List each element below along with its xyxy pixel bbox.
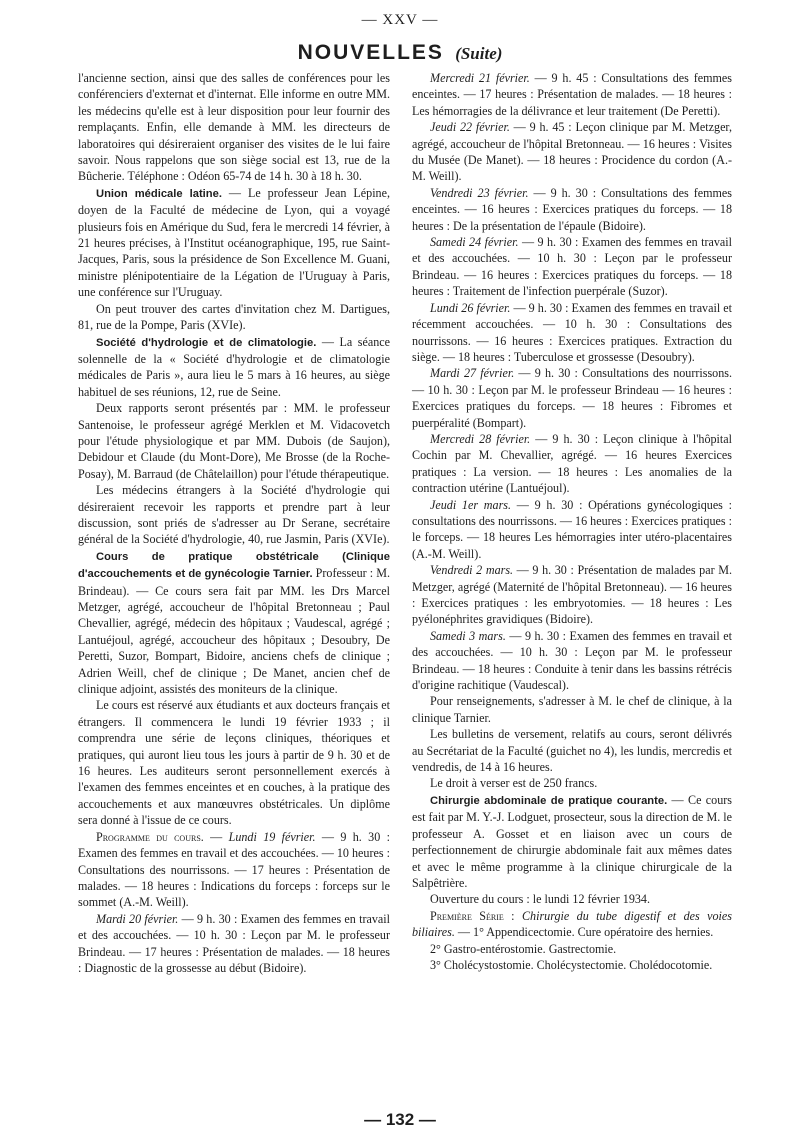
heading-hydrologie: Société d'hydrologie et de climatologie. bbox=[96, 336, 317, 349]
paragraph-programme-lundi-19: Programme du cours. — Lundi 19 février. — 9 h. 30 : Examen des femmes en travail et des accouchées. — 10 heures : Consultations des nourrissons. — 17 heures : Présentation de malades. — 18 heures : Indications du forceps : forceps sur le sommet (A.-M. Weill). bbox=[78, 829, 390, 910]
roman-page-number: — XXV — bbox=[361, 12, 439, 28]
paragraph-reserve: Le cours est réservé aux étudiants et aux docteurs français et étrangers. Il commencera le lundi 19 février 1933 ; il comprendra une série de leçons cliniques, théoriques et pratiques, qui auront lieu tous les jours à partir de 9 h. 30 et de 16 heures. Les auditeurs seront personnellement exercés à l'examen des femmes enceintes et en couches, à la pratique des accouchements et aux manœuvres obstétricales. Un diplôme sera donné à l'issue de ce cours. bbox=[78, 698, 390, 828]
list-item-2: 2° Gastro-entérostomie. Gastrectomie. bbox=[430, 941, 617, 956]
hydro-text: — La séance solennelle de la « Société d'hydrologie et de climatologie médicales de Paris », aura lieu le 5 mars à 16 heures, au siège habituel de ses réunions, 12, rue de Seine. bbox=[78, 334, 390, 399]
cours-text: Professeur : M. Brindeau). — Ce cours sera fait par MM. les Drs Marcel Metzger, agrégé, accoucheur de l'hôpital Bretonneau ; Paul Chevallier, agrégé, médecin des hôpitaux ; Vaudescal, agrégé ; Lantuéjoul, agrégé, accoucheur des hôpitaux ; Desoubry, De Peretti, Suzor, Bompart, Bidoire, anciens chefs de clinique ; Adrien Weill, chef de clinique ; De Manet, ancien chef de clinique adjoint, assistés des moniteurs de la clinique. bbox=[78, 566, 390, 697]
paragraph-jeudi-1 bbox=[412, 497, 732, 563]
samedi-24-text: — 9 h. 30 : Examen des femmes en travail et des accouchées. — 10 h. 30 : Leçon par le professeur Brindeau. — 16 heures : Exercices pratiques du forceps. — 18 heures : Traitement de l'infection puerpérale (Suzor). bbox=[412, 235, 732, 299]
paragraph-hydrologie bbox=[78, 334, 390, 401]
programme-label: Programme du cours. bbox=[96, 829, 204, 844]
chirurgie-text: — Ce cours est fait par M. Y.-J. Lodguet, prosecteur, sous la direction de M. le professeur A. Gosset et en liaison avec un cours de perfectionnement de chirurgie abdominale fait aux mêmes dates et avec le même programme à la clinique chirurgicale de la Salpêtrière. bbox=[412, 792, 732, 890]
mercredi-21-text: — 9 h. 45 : Consultations des femmes enceintes. — 17 heures : Présentation de malades. — 18 heures : Les hémorragies de la délivrance et leur traitement (De Peretti). bbox=[412, 71, 732, 118]
right-column bbox=[412, 70, 732, 973]
paragraph-mardi-20 bbox=[78, 911, 390, 977]
mardi-20-text: — 9 h. 30 : Examen des femmes en travail et des accouchées. — 10 h. 30 : Leçon par M. le professeur Brindeau. — 17 heures : Présentation de malades. — 18 heures : Diagnostic de la grossesse au début (Bidoire). bbox=[78, 911, 390, 975]
paragraph-droit: Le droit à verser est de 250 francs. bbox=[430, 776, 598, 791]
paragraph-chirurgie-abdominale bbox=[412, 792, 732, 891]
day-mercredi-21: Mercredi 21 février. bbox=[430, 71, 530, 85]
mardi-27-text: — 9 h. 30 : Consultations des nourrissons. — 10 h. 30 : Leçon par M. le professeur Brindeau — 16 heures : Exercices pratiques du forceps. — 18 heures : Fibromes et puerpéralité (Bompart). bbox=[412, 366, 732, 430]
day-mercredi-28: Mercredi 28 février. bbox=[430, 431, 531, 446]
paragraph-vendredi-2 bbox=[412, 562, 732, 628]
day-samedi-3: Samedi 3 mars. bbox=[430, 628, 506, 643]
day-lundi-19: Lundi 19 février. bbox=[228, 829, 316, 844]
heading-union-medicale: Union médicale latine. bbox=[96, 187, 222, 200]
paragraph-etrangers: Les médecins étrangers à la Société d'hydrologie qui désireraient recevoir les rapports et prendre part à leur discussion, sont priés de s'adresser au Dr Serane, secrétaire général de la Société d'hydrologie, 40, rue Jasmin, Paris (XVIe). bbox=[78, 483, 390, 547]
paragraph-ouverture: Ouverture du cours : le lundi 12 février 1934. bbox=[430, 892, 650, 907]
list-item-3: 3° Cholécystostomie. Cholécystectomie. Cholédocotomie. bbox=[430, 957, 713, 972]
paragraph-samedi-24 bbox=[412, 234, 732, 300]
jeudi-1-text: — 9 h. 30 : Opérations gynécologiques : consultations des nourrissons. — 16 heures : Exercices pratiques : le forceps. — 18 heures Les hémorragies inter utéro-placentaires (A.-M. Weill). bbox=[412, 497, 732, 561]
day-lundi-26: Lundi 26 février. bbox=[430, 300, 511, 315]
paragraph-mercredi-21 bbox=[412, 70, 732, 119]
paragraph-samedi-3 bbox=[412, 628, 732, 694]
lundi-19-text: — 9 h. 30 : Examen des femmes en travail et des accouchées. — 10 heures : Consultations des nourrissons. — 17 heures : Présentation de malades. — 18 heures : Indications du forceps : forceps sur le sommet (A.-M. Weill). bbox=[78, 829, 390, 910]
vendredi-23-text: — 9 h. 30 : Consultations des femmes enceintes. — 16 heures : Exercices pratiques du forceps. — 18 heures : De la présentation de l'épaule (Bidoire). bbox=[412, 185, 732, 233]
paragraph-cours-obstetrique bbox=[78, 548, 390, 698]
title-main: NOUVELLES bbox=[297, 41, 444, 64]
day-vendredi-2: Vendredi 2 mars. bbox=[430, 563, 514, 578]
lundi-26-text: — 9 h. 30 : Examen des femmes en travail et récemment accouchées. — 10 h. 30 : Consultations des nourrissons. — 16 heures : Exercices pratiques. Extraction du siège. — 18 heures : Tuberculose et grossesse (Desoubry). bbox=[412, 300, 732, 364]
paragraph-section-continued: l'ancienne section, ainsi que des salles de conférences pour les conférenciers d'externat et d'internat. Elle informe en outre MM. les médecins qu'elle est à leur disposition pour leur fournir des remplaçants. Enfin, elle demande à MM. les directeurs de laboratoires qui désireraient organiser des visites de le lui faire savoir. Nous rappelons que son siège social est 13, rue de la Bûcherie. Téléphone : Odéon 65-74 de 14 h. 30 à 18 h. 30. bbox=[78, 71, 390, 184]
samedi-3-text: — 9 h. 30 : Examen des femmes en travail et des accouchées. — 10 h. 30 : Leçon par M. le professeur Brindeau. — 18 heures : Conduite à tenir dans les bassins rétrécis d'origine rachitique (Vaudescal). bbox=[412, 628, 732, 693]
day-samedi-24: Samedi 24 février. bbox=[430, 235, 519, 250]
paragraph-mercredi-28 bbox=[412, 431, 732, 497]
title-suite: (Suite) bbox=[455, 44, 503, 63]
union-text: — Le professeur Jean Lépine, doyen de la Faculté de médecine de Lyon, qui a voyagé plusieurs fois en Amérique du Sud, fera le mercredi 14 février, à 21 heures précises, à l'Institut océanographique, 195, rue Saint-Jacques, Paris, sous la présidence de Son Excellence M. Guani, ministre plénipotentiaire de la Légation de l'Uruguay à Paris, une conférence sur l'Uruguay. bbox=[78, 185, 390, 300]
paragraph-lundi-26 bbox=[412, 300, 732, 366]
paragraph-renseignements: Pour renseignements, s'adresser à M. le chef de clinique, à la clinique Tarnier. bbox=[412, 694, 732, 725]
paragraph-jeudi-22 bbox=[412, 119, 732, 185]
paragraph-premiere-serie bbox=[412, 908, 732, 941]
paragraph-invitation: On peut trouver des cartes d'invitation chez M. Dartigues, 81, rue de la Pompe, Paris (XVIe). bbox=[78, 301, 390, 333]
paragraph-bulletins: Les bulletins de versement, relatifs au cours, seront délivrés au Secrétariat de la Faculté (guichet no 4), les lundis, mercredis et vendredis, de 14 à 16 heures. bbox=[412, 727, 732, 775]
heading-chirurgie-abdominale: Chirurgie abdominale de pratique courante. bbox=[430, 794, 668, 807]
jeudi-22-text: — 9 h. 45 : Leçon clinique par M. Metzger, agrégé, accoucheur de l'hôpital Bretonneau. — 16 heures : Visites du Musée (De Manet). — 18 heures : Procidence du cordon (A.-M. Weill). bbox=[412, 120, 733, 184]
paragraph-rapports: Deux rapports seront présentés par : MM. le professeur Santenoise, le professeur agrégé Merklen et M. Vidacovetch pour l'étude physiologique et par MM. Dubois (de Saujon), Debidour et Claude (du Mont-Dore), Me Brosse (de la Roche-Posay), M. Barraud (de Châtelaillon) pour l'étude thérapeutique. bbox=[78, 401, 390, 481]
serie-title: Chirurgie du tube digestif et des voies biliaires. bbox=[412, 908, 732, 940]
serie-label: Première Série : bbox=[430, 908, 515, 923]
left-column bbox=[78, 70, 390, 976]
vendredi-2-text: — 9 h. 30 : Présentation de malades par M. Metzger, agrégé (Maternité de l'hôpital Bretonneau). — 16 heures : Exercices pratiques : les embryotomies. — 18 heures : Les pyélonéphrites gravidiques (Bidoire). bbox=[412, 563, 732, 627]
mercredi-28-text: — 9 h. 30 : Leçon clinique à l'hôpital Cochin par M. Chevallier, agrégé. — 16 heures Exercices pratiques : La version. — 18 heures : Les anomalies de la contraction utérine (Lantuéjoul). bbox=[412, 431, 732, 496]
day-vendredi-23: Vendredi 23 février. bbox=[430, 185, 529, 200]
day-jeudi-1: Jeudi 1er mars. bbox=[430, 497, 512, 512]
day-jeudi-22: Jeudi 22 février. bbox=[430, 120, 510, 135]
paragraph-vendredi-23 bbox=[412, 185, 732, 234]
day-mardi-20: Mardi 20 février. bbox=[96, 911, 179, 926]
day-mardi-27: Mardi 27 février. bbox=[430, 366, 515, 381]
serie-item-1: — 1° Appendicectomie. Cure opératoire des hernies. bbox=[454, 925, 714, 940]
page-number: — 132 — bbox=[364, 1110, 436, 1129]
paragraph-mardi-27 bbox=[412, 365, 732, 431]
paragraph-union-medicale bbox=[78, 185, 390, 301]
page-title bbox=[0, 40, 800, 65]
heading-cours-obstetrique: Cours de pratique obstétricale (Clinique d'accouchements et de gynécologie Tarnier. bbox=[78, 550, 390, 581]
